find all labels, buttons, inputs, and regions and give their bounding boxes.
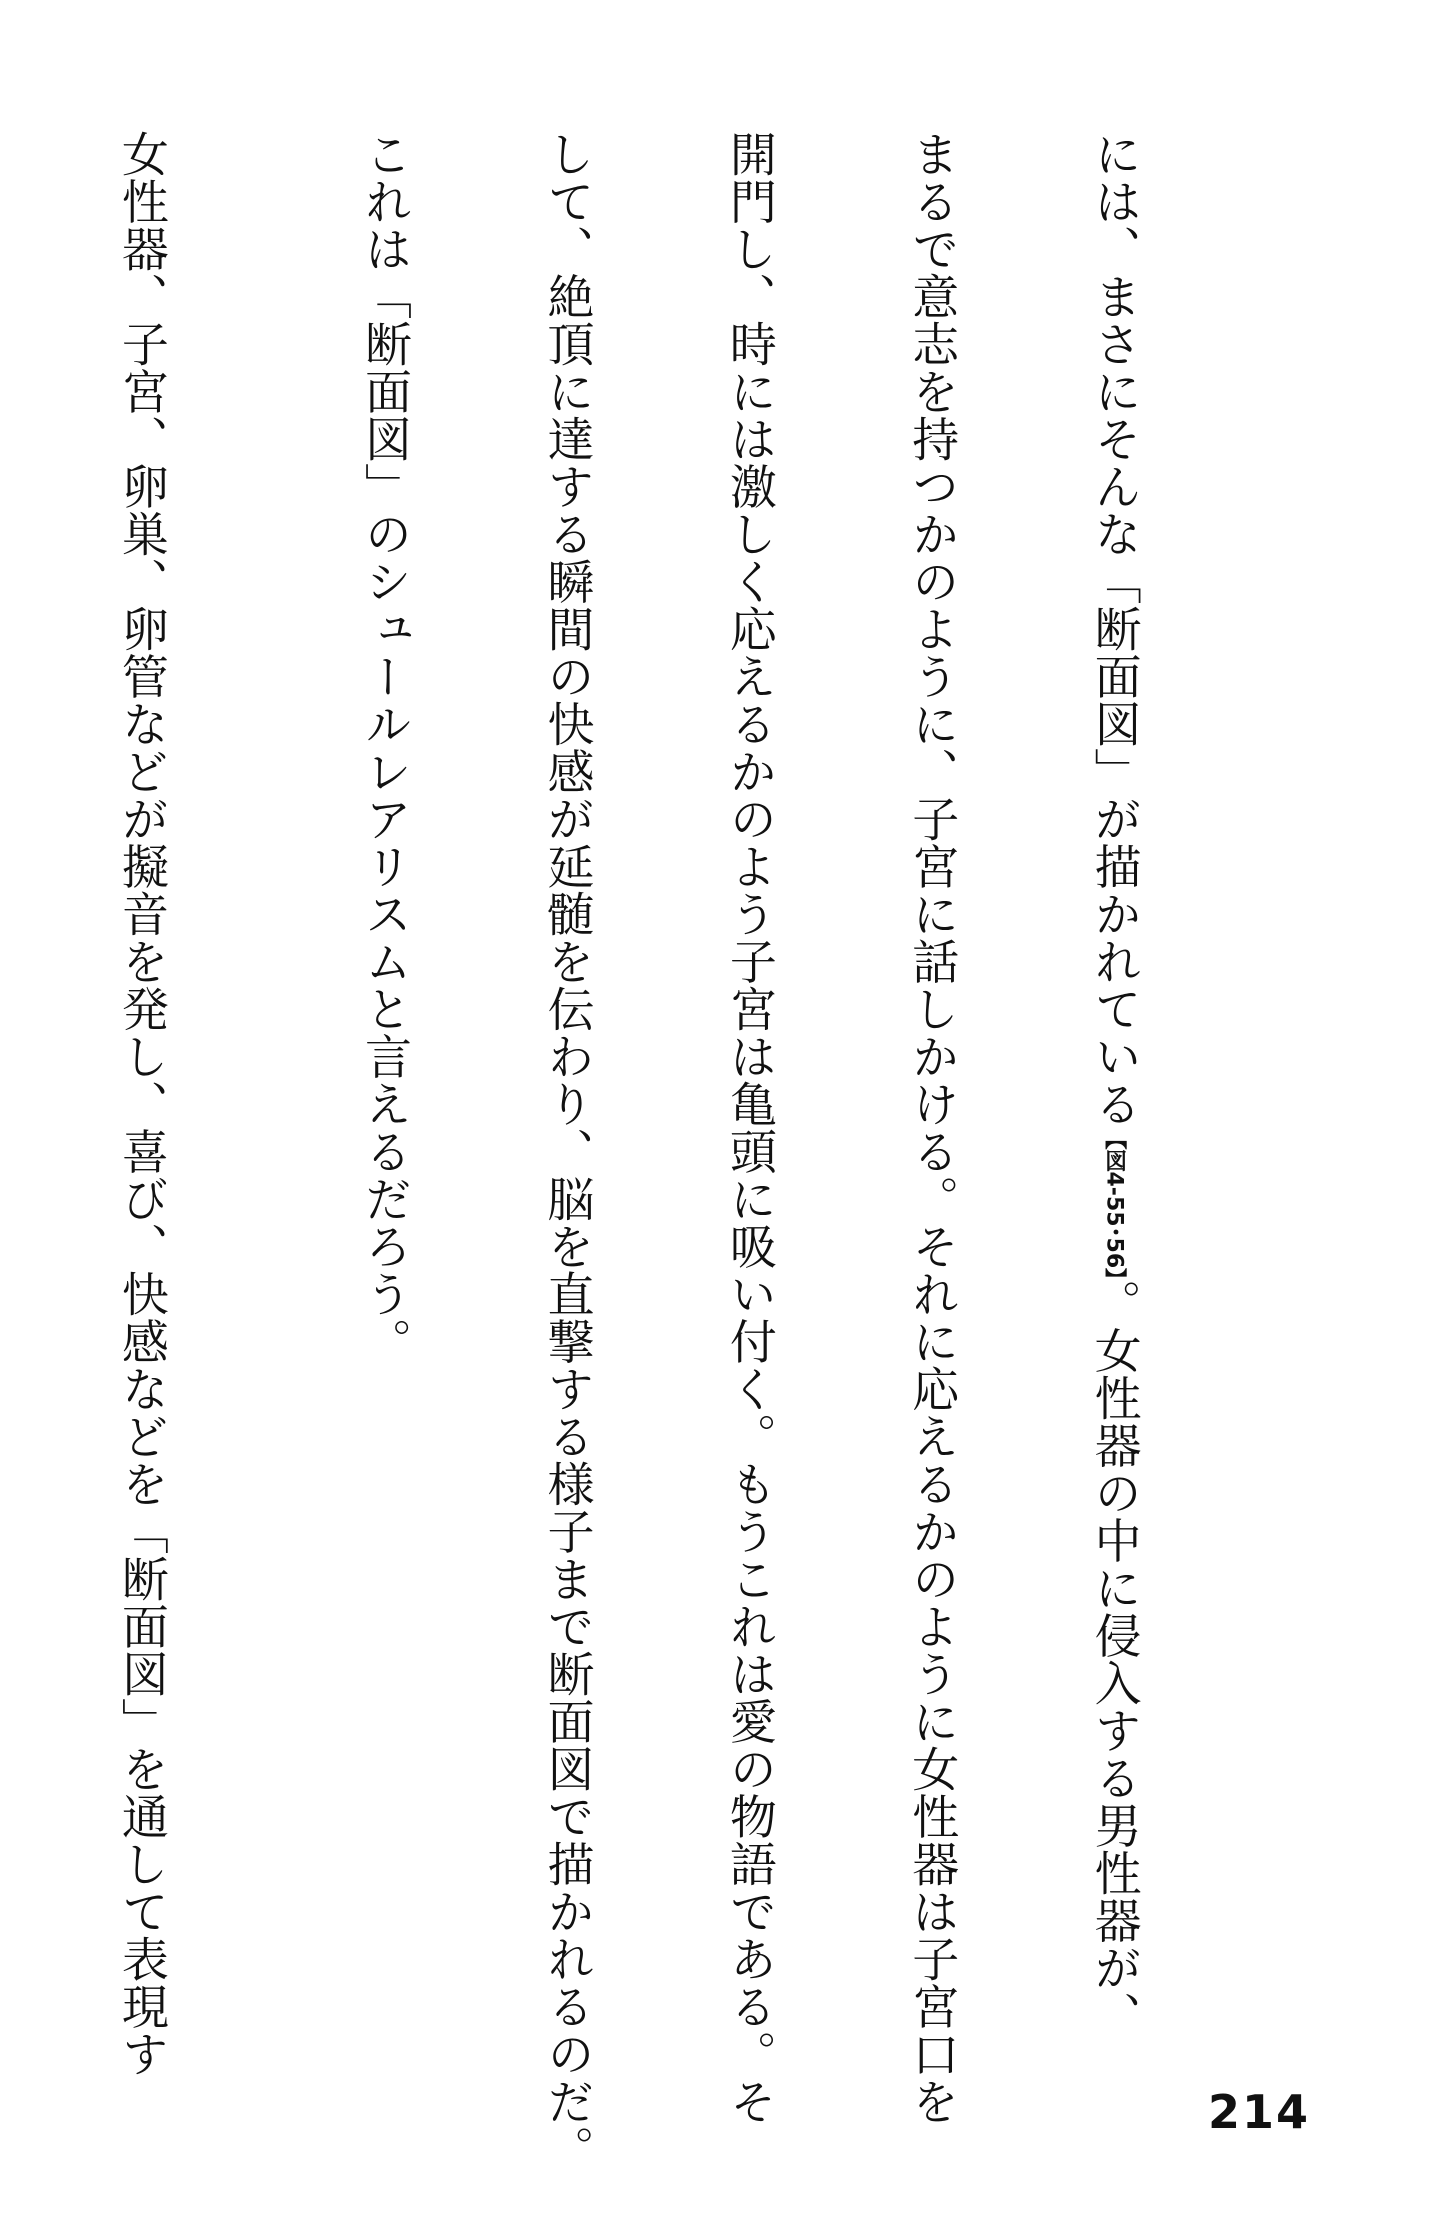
text-line: まるで意志を持つかのように、子宮に話しかける。それに応えるかのように女性器は子宮口を [904, 130, 960, 2125]
figure-reference: 【図4-55･56】 [1101, 1127, 1127, 1280]
text-line: 開門し、時には激しく応えるかのよう子宮は亀頭に吸い付く。もうこれは愛の物語である。そ [721, 130, 777, 2125]
text-line: して、絶頂に達する瞬間の快感が延髄を伝わり、脳を直撃する様子まで断面図で描かれるのだ。 [539, 130, 595, 2173]
text-line: には、まさにそんな「断面図」が描かれている【図4-55･56】。女性器の中に侵入する男性器が、 [1086, 130, 1142, 2040]
text-line: 女性器、子宮、卵巣、卵管などが擬音を発し、喜び、快感などを「断面図」を通して表現す [113, 130, 169, 2078]
vertical-text-body [0, 130, 1326, 2173]
text-line: これは「断面図」のシュールレアリスムと言えるだろう。 [357, 130, 413, 1365]
page-number: 214 [1208, 2085, 1311, 2139]
